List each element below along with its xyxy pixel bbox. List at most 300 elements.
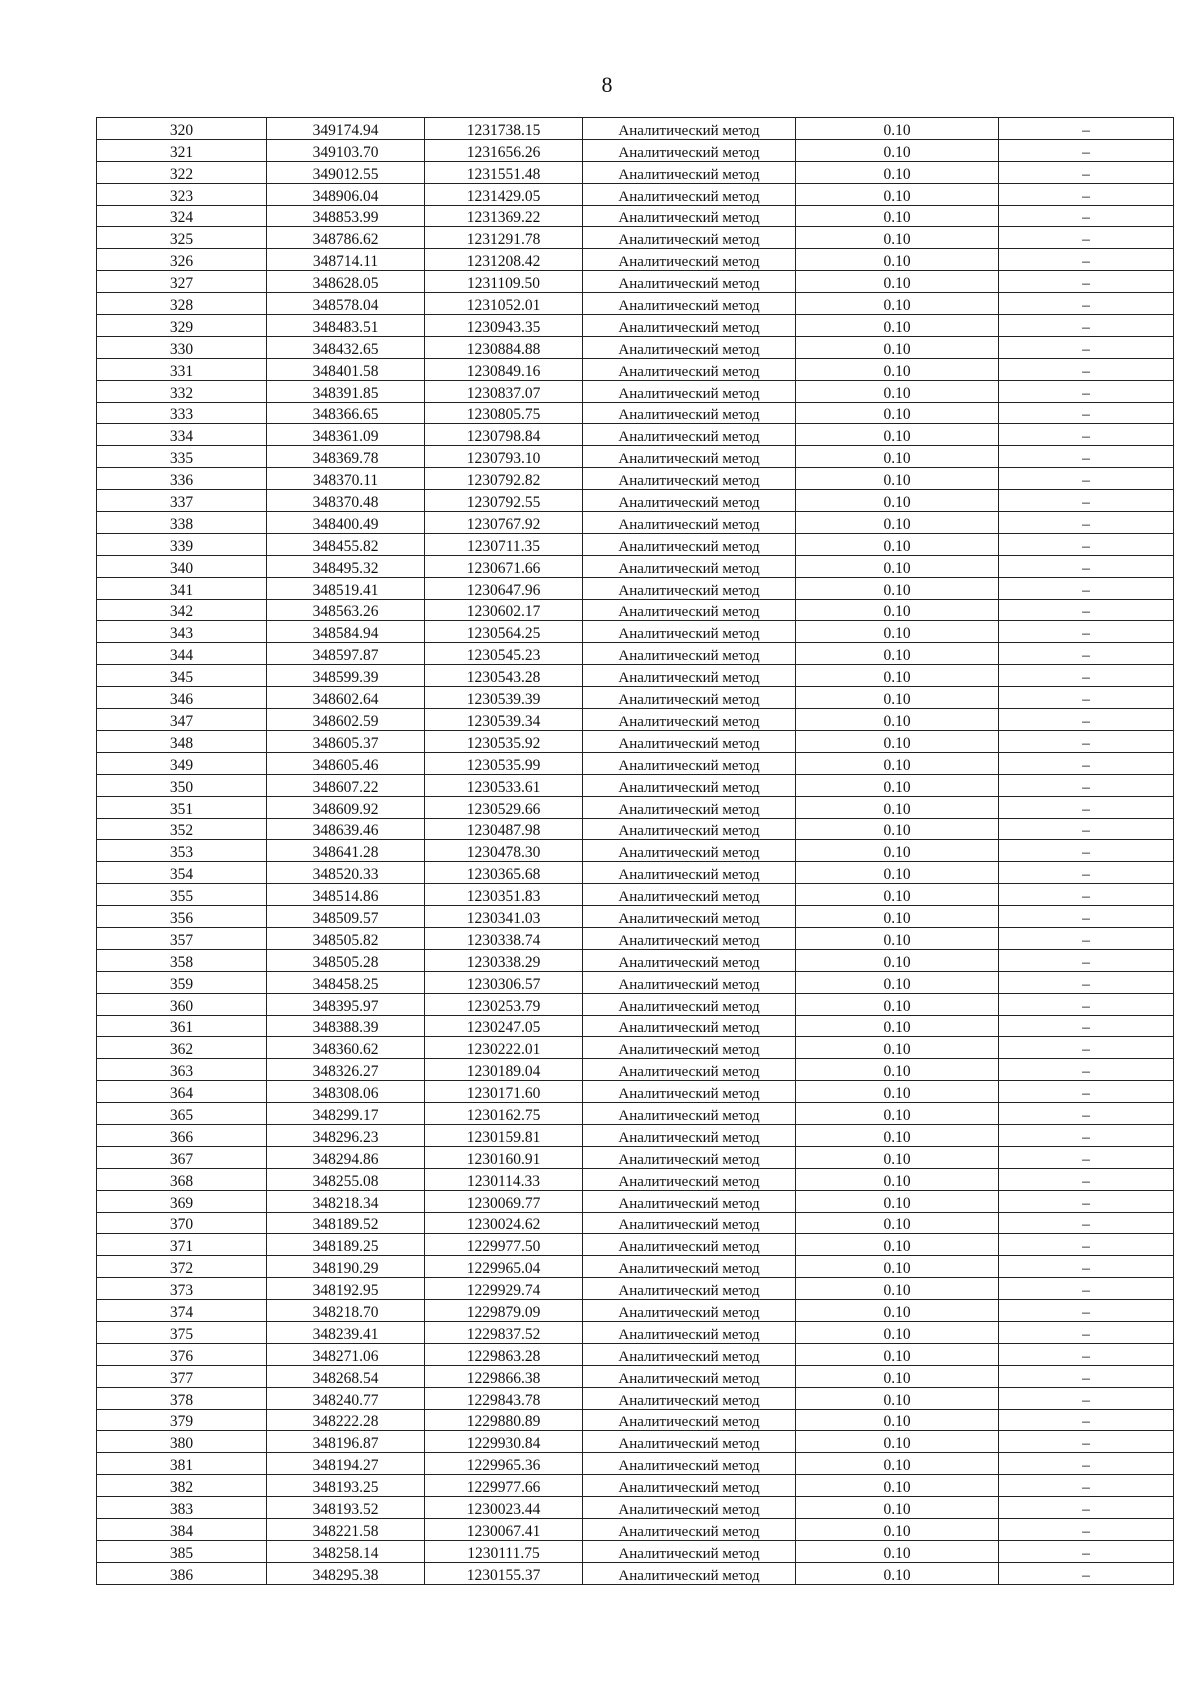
error-cell: 0.10 [796, 1475, 999, 1497]
error-cell: 0.10 [796, 1343, 999, 1365]
method-cell: Аналитический метод [583, 183, 796, 205]
method-cell: Аналитический метод [583, 424, 796, 446]
error-cell: 0.10 [796, 927, 999, 949]
error-cell: 0.10 [796, 1168, 999, 1190]
point-number-cell: 375 [97, 1321, 267, 1343]
table-row [97, 730, 1174, 752]
description-cell: – [999, 949, 1174, 971]
error-cell: 0.10 [796, 796, 999, 818]
y-coordinate-cell: 1230884.88 [425, 336, 583, 358]
y-coordinate-cell: 1230602.17 [425, 599, 583, 621]
x-coordinate-cell: 348255.08 [267, 1168, 425, 1190]
description-cell: – [999, 424, 1174, 446]
error-cell: 0.10 [796, 1190, 999, 1212]
table-row [97, 1497, 1174, 1519]
description-cell: – [999, 1212, 1174, 1234]
x-coordinate-cell: 348271.06 [267, 1343, 425, 1365]
x-coordinate-cell: 348388.39 [267, 1015, 425, 1037]
method-cell: Аналитический метод [583, 1146, 796, 1168]
y-coordinate-cell: 1230189.04 [425, 1059, 583, 1081]
description-cell: – [999, 1562, 1174, 1584]
method-cell: Аналитический метод [583, 490, 796, 512]
table-row [97, 709, 1174, 731]
method-cell: Аналитический метод [583, 358, 796, 380]
y-coordinate-cell: 1230338.29 [425, 949, 583, 971]
error-cell: 0.10 [796, 380, 999, 402]
point-number-cell: 329 [97, 315, 267, 337]
x-coordinate-cell: 348505.28 [267, 949, 425, 971]
point-number-cell: 367 [97, 1146, 267, 1168]
description-cell: – [999, 906, 1174, 928]
method-cell: Аналитический метод [583, 665, 796, 687]
error-cell: 0.10 [796, 1146, 999, 1168]
x-coordinate-cell: 348366.65 [267, 402, 425, 424]
error-cell: 0.10 [796, 118, 999, 140]
x-coordinate-cell: 348605.37 [267, 730, 425, 752]
table-row [97, 293, 1174, 315]
point-number-cell: 365 [97, 1103, 267, 1125]
y-coordinate-cell: 1229965.04 [425, 1256, 583, 1278]
y-coordinate-cell: 1231429.05 [425, 183, 583, 205]
method-cell: Аналитический метод [583, 1256, 796, 1278]
description-cell: – [999, 336, 1174, 358]
method-cell: Аналитический метод [583, 1212, 796, 1234]
point-number-cell: 379 [97, 1409, 267, 1431]
method-cell: Аналитический метод [583, 1409, 796, 1431]
x-coordinate-cell: 348432.65 [267, 336, 425, 358]
y-coordinate-cell: 1230539.39 [425, 687, 583, 709]
x-coordinate-cell: 348455.82 [267, 533, 425, 555]
point-number-cell: 377 [97, 1365, 267, 1387]
table-row [97, 1431, 1174, 1453]
error-cell: 0.10 [796, 1540, 999, 1562]
y-coordinate-cell: 1230671.66 [425, 555, 583, 577]
error-cell: 0.10 [796, 906, 999, 928]
x-coordinate-cell: 348240.77 [267, 1387, 425, 1409]
table-row [97, 1300, 1174, 1322]
description-cell: – [999, 621, 1174, 643]
x-coordinate-cell: 348239.41 [267, 1321, 425, 1343]
error-cell: 0.10 [796, 1365, 999, 1387]
description-cell: – [999, 709, 1174, 731]
x-coordinate-cell: 348483.51 [267, 315, 425, 337]
point-number-cell: 342 [97, 599, 267, 621]
method-cell: Аналитический метод [583, 687, 796, 709]
point-number-cell: 323 [97, 183, 267, 205]
error-cell: 0.10 [796, 533, 999, 555]
point-number-cell: 383 [97, 1497, 267, 1519]
point-number-cell: 328 [97, 293, 267, 315]
y-coordinate-cell: 1230535.92 [425, 730, 583, 752]
x-coordinate-cell: 348519.41 [267, 577, 425, 599]
point-number-cell: 363 [97, 1059, 267, 1081]
x-coordinate-cell: 348295.38 [267, 1562, 425, 1584]
table-row [97, 621, 1174, 643]
y-coordinate-cell: 1230351.83 [425, 884, 583, 906]
description-cell: – [999, 183, 1174, 205]
point-number-cell: 327 [97, 271, 267, 293]
method-cell: Аналитический метод [583, 774, 796, 796]
point-number-cell: 364 [97, 1081, 267, 1103]
description-cell: – [999, 840, 1174, 862]
method-cell: Аналитический метод [583, 1540, 796, 1562]
y-coordinate-cell: 1230539.34 [425, 709, 583, 731]
point-number-cell: 349 [97, 752, 267, 774]
y-coordinate-cell: 1229880.89 [425, 1409, 583, 1431]
method-cell: Аналитический метод [583, 446, 796, 468]
y-coordinate-cell: 1230162.75 [425, 1103, 583, 1125]
point-number-cell: 341 [97, 577, 267, 599]
description-cell: – [999, 1234, 1174, 1256]
table-row [97, 249, 1174, 271]
point-number-cell: 353 [97, 840, 267, 862]
method-cell: Аналитический метод [583, 402, 796, 424]
point-number-cell: 326 [97, 249, 267, 271]
point-number-cell: 368 [97, 1168, 267, 1190]
method-cell: Аналитический метод [583, 884, 796, 906]
table-row [97, 533, 1174, 555]
error-cell: 0.10 [796, 227, 999, 249]
table-row [97, 271, 1174, 293]
y-coordinate-cell: 1229929.74 [425, 1278, 583, 1300]
description-cell: – [999, 118, 1174, 140]
y-coordinate-cell: 1230792.55 [425, 490, 583, 512]
x-coordinate-cell: 348597.87 [267, 643, 425, 665]
error-cell: 0.10 [796, 949, 999, 971]
error-cell: 0.10 [796, 1519, 999, 1541]
x-coordinate-cell: 348360.62 [267, 1037, 425, 1059]
description-cell: – [999, 402, 1174, 424]
table-row [97, 205, 1174, 227]
error-cell: 0.10 [796, 1321, 999, 1343]
y-coordinate-cell: 1231369.22 [425, 205, 583, 227]
y-coordinate-cell: 1230711.35 [425, 533, 583, 555]
y-coordinate-cell: 1230069.77 [425, 1190, 583, 1212]
description-cell: – [999, 1103, 1174, 1125]
point-number-cell: 321 [97, 139, 267, 161]
y-coordinate-cell: 1230529.66 [425, 796, 583, 818]
error-cell: 0.10 [796, 1037, 999, 1059]
error-cell: 0.10 [796, 1431, 999, 1453]
x-coordinate-cell: 348514.86 [267, 884, 425, 906]
error-cell: 0.10 [796, 512, 999, 534]
method-cell: Аналитический метод [583, 1103, 796, 1125]
y-coordinate-cell: 1230222.01 [425, 1037, 583, 1059]
x-coordinate-cell: 348190.29 [267, 1256, 425, 1278]
table-row [97, 1453, 1174, 1475]
point-number-cell: 361 [97, 1015, 267, 1037]
point-number-cell: 340 [97, 555, 267, 577]
description-cell: – [999, 1431, 1174, 1453]
x-coordinate-cell: 348192.95 [267, 1278, 425, 1300]
error-cell: 0.10 [796, 161, 999, 183]
description-cell: – [999, 1059, 1174, 1081]
description-cell: – [999, 1519, 1174, 1541]
y-coordinate-cell: 1230114.33 [425, 1168, 583, 1190]
description-cell: – [999, 249, 1174, 271]
method-cell: Аналитический метод [583, 271, 796, 293]
x-coordinate-cell: 349103.70 [267, 139, 425, 161]
description-cell: – [999, 358, 1174, 380]
point-number-cell: 320 [97, 118, 267, 140]
description-cell: – [999, 752, 1174, 774]
table-row [97, 796, 1174, 818]
description-cell: – [999, 380, 1174, 402]
error-cell: 0.10 [796, 1278, 999, 1300]
x-coordinate-cell: 348906.04 [267, 183, 425, 205]
method-cell: Аналитический метод [583, 840, 796, 862]
method-cell: Аналитический метод [583, 709, 796, 731]
description-cell: – [999, 1124, 1174, 1146]
method-cell: Аналитический метод [583, 1124, 796, 1146]
error-cell: 0.10 [796, 1453, 999, 1475]
error-cell: 0.10 [796, 1234, 999, 1256]
error-cell: 0.10 [796, 1081, 999, 1103]
method-cell: Аналитический метод [583, 1497, 796, 1519]
description-cell: – [999, 533, 1174, 555]
description-cell: – [999, 1146, 1174, 1168]
description-cell: – [999, 730, 1174, 752]
y-coordinate-cell: 1230545.23 [425, 643, 583, 665]
x-coordinate-cell: 348853.99 [267, 205, 425, 227]
method-cell: Аналитический метод [583, 1431, 796, 1453]
description-cell: – [999, 927, 1174, 949]
method-cell: Аналитический метод [583, 1387, 796, 1409]
y-coordinate-cell: 1230535.99 [425, 752, 583, 774]
description-cell: – [999, 1037, 1174, 1059]
table-row [97, 774, 1174, 796]
error-cell: 0.10 [796, 1562, 999, 1584]
y-coordinate-cell: 1229843.78 [425, 1387, 583, 1409]
description-cell: – [999, 818, 1174, 840]
method-cell: Аналитический метод [583, 227, 796, 249]
error-cell: 0.10 [796, 1059, 999, 1081]
error-cell: 0.10 [796, 665, 999, 687]
x-coordinate-cell: 348258.14 [267, 1540, 425, 1562]
y-coordinate-cell: 1230023.44 [425, 1497, 583, 1519]
error-cell: 0.10 [796, 1409, 999, 1431]
error-cell: 0.10 [796, 249, 999, 271]
point-number-cell: 360 [97, 993, 267, 1015]
method-cell: Аналитический метод [583, 1059, 796, 1081]
point-number-cell: 373 [97, 1278, 267, 1300]
method-cell: Аналитический метод [583, 577, 796, 599]
description-cell: – [999, 446, 1174, 468]
y-coordinate-cell: 1230024.62 [425, 1212, 583, 1234]
method-cell: Аналитический метод [583, 1365, 796, 1387]
y-coordinate-cell: 1229965.36 [425, 1453, 583, 1475]
table-row [97, 1562, 1174, 1584]
table-row [97, 1190, 1174, 1212]
table-row [97, 1037, 1174, 1059]
point-number-cell: 324 [97, 205, 267, 227]
coordinates-table-body [97, 118, 1174, 1585]
description-cell: – [999, 555, 1174, 577]
method-cell: Аналитический метод [583, 621, 796, 643]
table-row [97, 1278, 1174, 1300]
description-cell: – [999, 643, 1174, 665]
y-coordinate-cell: 1230159.81 [425, 1124, 583, 1146]
x-coordinate-cell: 348602.59 [267, 709, 425, 731]
x-coordinate-cell: 348222.28 [267, 1409, 425, 1431]
error-cell: 0.10 [796, 577, 999, 599]
table-row [97, 993, 1174, 1015]
error-cell: 0.10 [796, 599, 999, 621]
point-number-cell: 333 [97, 402, 267, 424]
method-cell: Аналитический метод [583, 1562, 796, 1584]
y-coordinate-cell: 1230365.68 [425, 862, 583, 884]
table-row [97, 1059, 1174, 1081]
method-cell: Аналитический метод [583, 468, 796, 490]
error-cell: 0.10 [796, 621, 999, 643]
error-cell: 0.10 [796, 752, 999, 774]
error-cell: 0.10 [796, 884, 999, 906]
point-number-cell: 338 [97, 512, 267, 534]
description-cell: – [999, 1343, 1174, 1365]
point-number-cell: 325 [97, 227, 267, 249]
error-cell: 0.10 [796, 1387, 999, 1409]
x-coordinate-cell: 349012.55 [267, 161, 425, 183]
error-cell: 0.10 [796, 993, 999, 1015]
table-row [97, 1124, 1174, 1146]
method-cell: Аналитический метод [583, 293, 796, 315]
method-cell: Аналитический метод [583, 1278, 796, 1300]
method-cell: Аналитический метод [583, 139, 796, 161]
point-number-cell: 374 [97, 1300, 267, 1322]
point-number-cell: 385 [97, 1540, 267, 1562]
y-coordinate-cell: 1230160.91 [425, 1146, 583, 1168]
error-cell: 0.10 [796, 1300, 999, 1322]
table-row [97, 1387, 1174, 1409]
x-coordinate-cell: 348391.85 [267, 380, 425, 402]
y-coordinate-cell: 1231052.01 [425, 293, 583, 315]
y-coordinate-cell: 1231208.42 [425, 249, 583, 271]
table-row [97, 183, 1174, 205]
table-row [97, 402, 1174, 424]
error-cell: 0.10 [796, 1497, 999, 1519]
table-row [97, 118, 1174, 140]
coordinates-table [96, 117, 1174, 1585]
table-row [97, 315, 1174, 337]
description-cell: – [999, 1300, 1174, 1322]
method-cell: Аналитический метод [583, 336, 796, 358]
y-coordinate-cell: 1230533.61 [425, 774, 583, 796]
y-coordinate-cell: 1229879.09 [425, 1300, 583, 1322]
description-cell: – [999, 1497, 1174, 1519]
x-coordinate-cell: 348189.52 [267, 1212, 425, 1234]
point-number-cell: 355 [97, 884, 267, 906]
point-number-cell: 350 [97, 774, 267, 796]
y-coordinate-cell: 1230767.92 [425, 512, 583, 534]
x-coordinate-cell: 348641.28 [267, 840, 425, 862]
point-number-cell: 362 [97, 1037, 267, 1059]
error-cell: 0.10 [796, 205, 999, 227]
y-coordinate-cell: 1231551.48 [425, 161, 583, 183]
description-cell: – [999, 577, 1174, 599]
method-cell: Аналитический метод [583, 1190, 796, 1212]
description-cell: – [999, 796, 1174, 818]
description-cell: – [999, 1387, 1174, 1409]
error-cell: 0.10 [796, 315, 999, 337]
y-coordinate-cell: 1230306.57 [425, 971, 583, 993]
method-cell: Аналитический метод [583, 1300, 796, 1322]
point-number-cell: 382 [97, 1475, 267, 1497]
point-number-cell: 337 [97, 490, 267, 512]
x-coordinate-cell: 348607.22 [267, 774, 425, 796]
method-cell: Аналитический метод [583, 752, 796, 774]
point-number-cell: 335 [97, 446, 267, 468]
y-coordinate-cell: 1229863.28 [425, 1343, 583, 1365]
y-coordinate-cell: 1229977.50 [425, 1234, 583, 1256]
description-cell: – [999, 1475, 1174, 1497]
x-coordinate-cell: 348189.25 [267, 1234, 425, 1256]
description-cell: – [999, 161, 1174, 183]
point-number-cell: 370 [97, 1212, 267, 1234]
x-coordinate-cell: 348786.62 [267, 227, 425, 249]
y-coordinate-cell: 1230793.10 [425, 446, 583, 468]
description-cell: – [999, 774, 1174, 796]
y-coordinate-cell: 1230647.96 [425, 577, 583, 599]
table-row [97, 380, 1174, 402]
x-coordinate-cell: 348639.46 [267, 818, 425, 840]
description-cell: – [999, 1015, 1174, 1037]
description-cell: – [999, 1409, 1174, 1431]
method-cell: Аналитический метод [583, 1519, 796, 1541]
error-cell: 0.10 [796, 818, 999, 840]
description-cell: – [999, 1453, 1174, 1475]
table-row [97, 1234, 1174, 1256]
error-cell: 0.10 [796, 490, 999, 512]
x-coordinate-cell: 348563.26 [267, 599, 425, 621]
y-coordinate-cell: 1229837.52 [425, 1321, 583, 1343]
y-coordinate-cell: 1230792.82 [425, 468, 583, 490]
table-row [97, 599, 1174, 621]
y-coordinate-cell: 1230487.98 [425, 818, 583, 840]
error-cell: 0.10 [796, 358, 999, 380]
x-coordinate-cell: 348401.58 [267, 358, 425, 380]
table-row [97, 1409, 1174, 1431]
table-row [97, 1103, 1174, 1125]
description-cell: – [999, 271, 1174, 293]
table-row [97, 1519, 1174, 1541]
y-coordinate-cell: 1230338.74 [425, 927, 583, 949]
point-number-cell: 346 [97, 687, 267, 709]
error-cell: 0.10 [796, 1103, 999, 1125]
table-row [97, 446, 1174, 468]
table-row [97, 1540, 1174, 1562]
table-row [97, 512, 1174, 534]
error-cell: 0.10 [796, 271, 999, 293]
description-cell: – [999, 1540, 1174, 1562]
method-cell: Аналитический метод [583, 555, 796, 577]
description-cell: – [999, 971, 1174, 993]
description-cell: – [999, 293, 1174, 315]
x-coordinate-cell: 348193.52 [267, 1497, 425, 1519]
page-number: 8 [601, 72, 613, 97]
error-cell: 0.10 [796, 336, 999, 358]
method-cell: Аналитический метод [583, 1321, 796, 1343]
error-cell: 0.10 [796, 424, 999, 446]
method-cell: Аналитический метод [583, 730, 796, 752]
method-cell: Аналитический метод [583, 1015, 796, 1037]
x-coordinate-cell: 348218.34 [267, 1190, 425, 1212]
x-coordinate-cell: 348218.70 [267, 1300, 425, 1322]
y-coordinate-cell: 1229930.84 [425, 1431, 583, 1453]
table-row [97, 840, 1174, 862]
point-number-cell: 369 [97, 1190, 267, 1212]
description-cell: – [999, 599, 1174, 621]
error-cell: 0.10 [796, 840, 999, 862]
